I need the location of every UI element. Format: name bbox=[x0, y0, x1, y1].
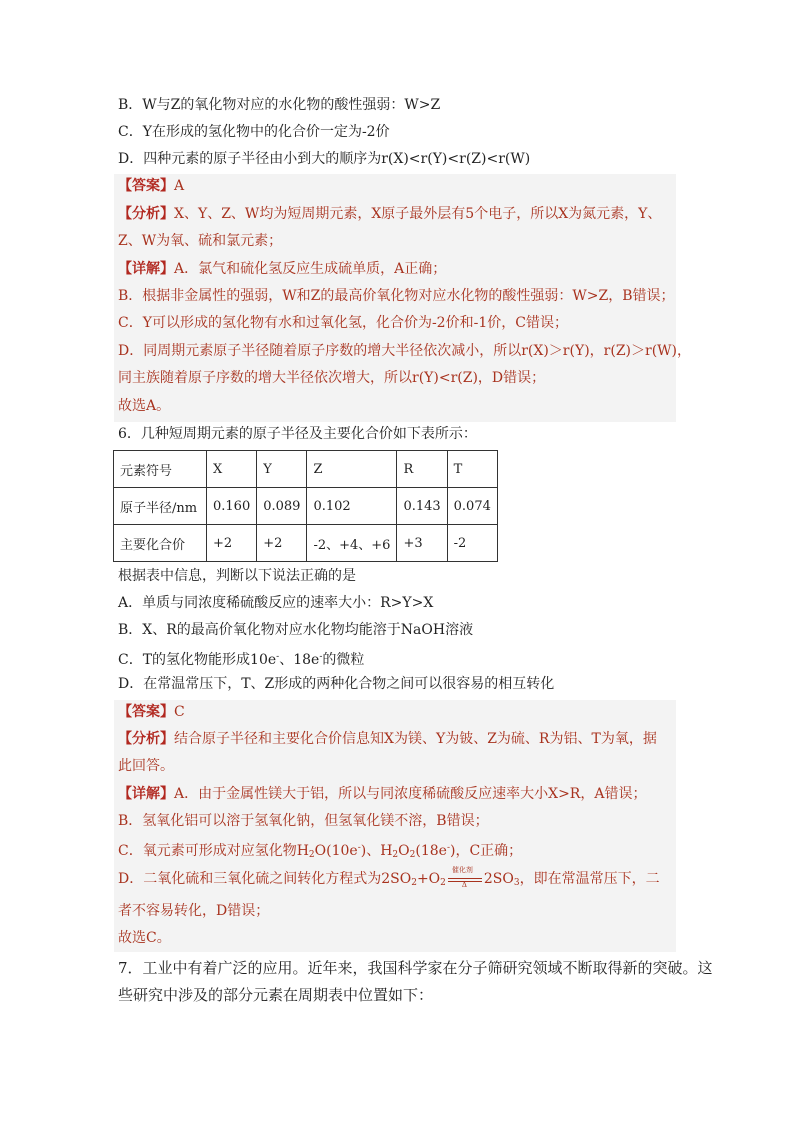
table-cell: 元素符号 bbox=[114, 451, 207, 488]
answer-tag: 【答案】 bbox=[118, 178, 174, 194]
q5-option-b: B．W与Z的氧化物对应的水化物的酸性强弱：W>Z bbox=[118, 97, 441, 113]
answer-value: A bbox=[174, 178, 185, 194]
q5-answer-line bbox=[118, 176, 184, 196]
q6-detail-d2: 者不容易转化，D错误； bbox=[118, 903, 270, 919]
answer-tag: 【答案】 bbox=[118, 704, 174, 720]
table-cell: X bbox=[207, 451, 257, 488]
table-cell: 0.143 bbox=[397, 488, 447, 525]
q6-detail-a bbox=[118, 784, 646, 804]
q5-detail-a bbox=[118, 259, 446, 279]
q6-prompt: 根据表中信息，判断以下说法正确的是 bbox=[118, 568, 356, 584]
superscript: - bbox=[319, 652, 323, 662]
analysis-text: 结合原子半径和主要化合价信息知X为镁、Y为铍、Z为硫、R为铝、T为氧，据 bbox=[174, 731, 657, 747]
table-cell: 0.074 bbox=[447, 488, 497, 525]
detail-text: C．氧元素可形成对应氢化物H bbox=[118, 843, 309, 859]
table-cell: 0.160 bbox=[207, 488, 257, 525]
table-cell: -2、+4、+6 bbox=[307, 525, 397, 562]
detail-tag: 【详解】 bbox=[118, 786, 174, 802]
q5-detail-d1: D．同周期元素原子半径随着原子序数的增大半径依次减小，所以r(X)＞r(Y)，r(Z)＞r(W)， bbox=[118, 343, 692, 359]
q6-stem: 6．几种短周期元素的原子半径及主要化合价如下表所示： bbox=[118, 426, 477, 442]
arrow-line bbox=[448, 878, 482, 879]
detail-text: A．氯气和硫化氢反应生成硫单质，A正确； bbox=[174, 261, 447, 277]
q5-analysis-line-2: Z、W为氧、硫和氯元素； bbox=[118, 233, 283, 249]
table-cell: T bbox=[447, 451, 497, 488]
q6-option-c bbox=[118, 647, 364, 670]
q6-analysis-line-1 bbox=[118, 729, 657, 749]
detail-text: A．由于金属性镁大于铝，所以与同浓度稀硫酸反应速率大小X>R，A错误； bbox=[174, 786, 647, 802]
catalyst-label: 催化剂 bbox=[451, 866, 473, 874]
analysis-tag: 【分析】 bbox=[118, 731, 174, 747]
detail-text: O bbox=[398, 843, 410, 859]
detail-text: ，即在常温常压下，二 bbox=[519, 871, 660, 887]
table-row bbox=[114, 451, 498, 488]
subscript: 2 bbox=[440, 878, 446, 888]
subscript: 2 bbox=[392, 850, 399, 860]
answer-value: C bbox=[174, 704, 185, 720]
option-text: 的微粒 bbox=[322, 652, 365, 668]
option-text: 、18e bbox=[279, 652, 320, 668]
table-cell: -2 bbox=[447, 525, 497, 562]
q5-option-c: C．Y在形成的氢化物中的化合价一定为-2价 bbox=[118, 124, 390, 140]
q6-option-a: A．单质与同浓度稀硫酸反应的速率大小：R>Y>X bbox=[118, 595, 434, 611]
q5-analysis-line-1 bbox=[118, 204, 661, 224]
table-cell: 0.102 bbox=[307, 488, 397, 525]
table-cell: 原子半径/nm bbox=[114, 488, 207, 525]
q5-detail-d2: 同主族随着原子序数的增大半径依次增大，所以r(Y)<r(Z)，D错误； bbox=[118, 370, 546, 386]
q5-detail-b: B．根据非金属性的强弱，W和Z的最高价氧化物对应水化物的酸性强弱：W>Z，B错误； bbox=[118, 288, 675, 304]
reversible-arrow-icon bbox=[446, 866, 484, 889]
element-data-table bbox=[113, 450, 498, 562]
q5-detail-c: C．Y可以形成的氢化物有水和过氧化氢，化合价为-2价和-1价，C错误； bbox=[118, 315, 568, 331]
superscript: - bbox=[276, 652, 280, 662]
q7-stem-line-1: 7．工业中有着广泛的应用。近年来，我国科学家在分子筛研究领域不断取得新的突破。这 bbox=[118, 959, 713, 977]
q6-analysis-line-2: 此回答。 bbox=[118, 758, 174, 774]
subscript: 2 bbox=[409, 850, 416, 860]
subscript: 3 bbox=[513, 878, 520, 888]
heat-label: Δ bbox=[461, 881, 467, 889]
table-cell: 0.089 bbox=[257, 488, 307, 525]
table-cell: R bbox=[397, 451, 447, 488]
superscript: - bbox=[357, 843, 361, 853]
detail-text: (18e bbox=[415, 843, 447, 859]
analysis-tag: 【分析】 bbox=[118, 206, 174, 222]
table-cell: +3 bbox=[397, 525, 447, 562]
table-row bbox=[114, 525, 498, 562]
detail-tag: 【详解】 bbox=[118, 261, 174, 277]
q5-conclusion: 故选A。 bbox=[118, 398, 171, 414]
q7-stem-line-2: 些研究中涉及的部分元素在周期表中位置如下： bbox=[118, 986, 434, 1004]
q6-conclusion: 故选C。 bbox=[118, 930, 171, 946]
detail-text: D．二氧化硫和三氧化硫之间转化方程式为2SO bbox=[118, 871, 412, 887]
subscript: 2 bbox=[308, 850, 315, 860]
table-row bbox=[114, 488, 498, 525]
q6-detail-b: B．氢氧化铝可以溶于氢氧化钠，但氢氧化镁不溶，B错误； bbox=[118, 813, 489, 829]
q6-detail-c bbox=[118, 838, 522, 865]
q5-option-d: D．四种元素的原子半径由小到大的顺序为r(X)<r(Y)<r(Z)<r(W) bbox=[118, 151, 531, 167]
detail-text: )、H bbox=[360, 843, 393, 859]
superscript: - bbox=[446, 843, 450, 853]
q6-option-b: B．X、R的最高价氧化物对应水化物均能溶于NaOH溶液 bbox=[118, 622, 474, 638]
q6-detail-d1 bbox=[118, 866, 660, 893]
detail-text: )，C正确； bbox=[449, 843, 523, 859]
detail-text: O(10e bbox=[314, 843, 358, 859]
table-cell: Z bbox=[307, 451, 397, 488]
detail-text: +O bbox=[416, 871, 441, 887]
q6-option-d: D．在常温常压下，T、Z形成的两种化合物之间可以很容易的相互转化 bbox=[118, 676, 555, 692]
subscript: 2 bbox=[411, 878, 417, 888]
detail-text: 2SO bbox=[483, 871, 514, 887]
table-cell: +2 bbox=[207, 525, 257, 562]
q6-answer-line bbox=[118, 702, 185, 722]
option-text: C．T的氢化物能形成10e bbox=[118, 652, 277, 668]
table-cell: +2 bbox=[257, 525, 307, 562]
table-cell: Y bbox=[257, 451, 307, 488]
table-cell: 主要化合价 bbox=[114, 525, 207, 562]
analysis-text: X、Y、Z、W均为短周期元素，X原子最外层有5个电子，所以X为氮元素，Y、 bbox=[174, 206, 662, 222]
